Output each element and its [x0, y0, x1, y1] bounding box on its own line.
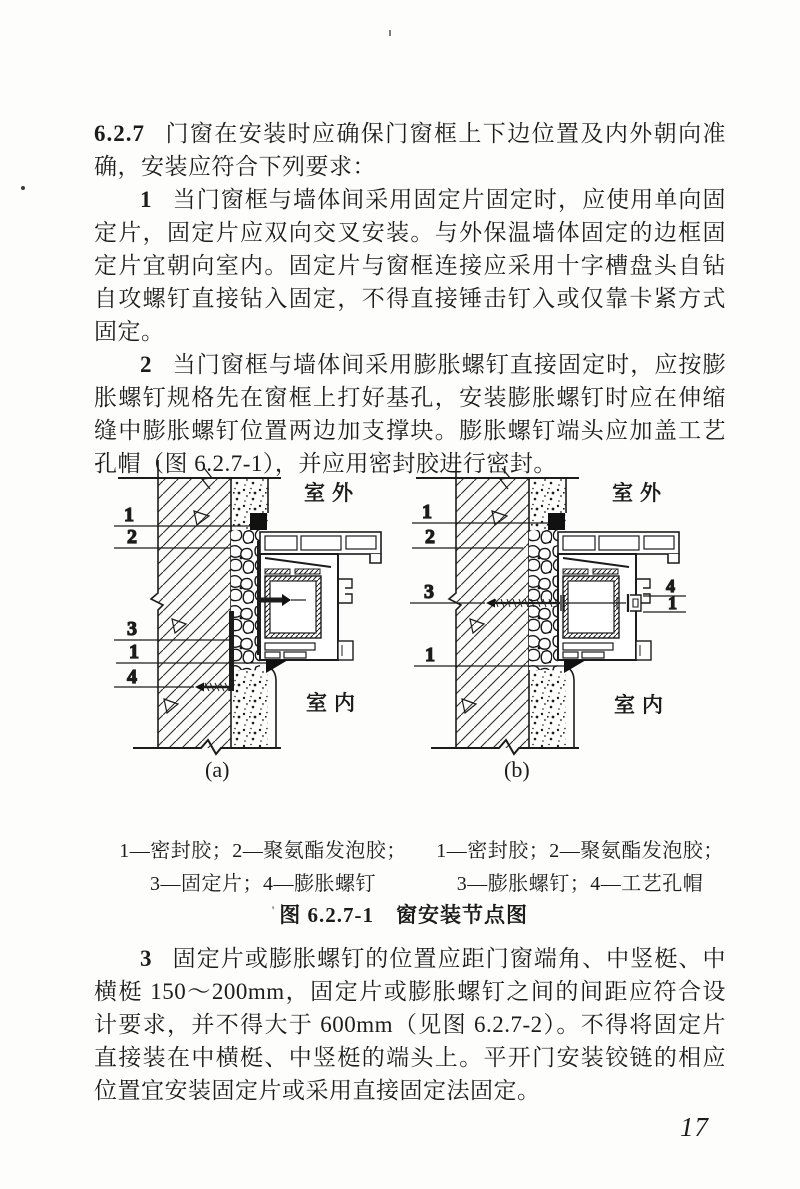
diagram-b-expansion-screw: [402, 455, 702, 815]
item-number: 3: [140, 946, 153, 971]
item-body: 当门窗框与墙体间采用固定片固定时，应使用单向固定片，固定片应双向交叉安装。与外保温墙体固定的边框固定片宜朝向室内。固定片与窗框连接应采用十字槽盘头自钻自攻螺钉直接钻入固定，不得直接锤击钉入或仅靠卡紧方式固定。: [94, 187, 726, 344]
legend-a: [108, 835, 418, 901]
outdoor-label: 室外: [304, 481, 360, 505]
legend-b: [425, 835, 735, 901]
legend-a-line2: 3—固定片；4—膨胀螺钉: [150, 873, 376, 895]
callout-3: 3: [127, 618, 137, 640]
callout-1: 1: [422, 501, 432, 523]
scan-artifact: [389, 30, 391, 36]
legend-a-line1: 1—密封胶；2—聚氨酯发泡胶；: [119, 840, 407, 862]
indoor-label: 室内: [614, 693, 670, 717]
legend-b-line1: 1—密封胶；2—聚氨酯发泡胶；: [436, 840, 724, 862]
clause-item-1: [94, 183, 726, 348]
item-body: 当门窗框与墙体间采用膨胀螺钉直接固定时，应按膨胀螺钉规格先在窗框上打好基孔，安装膨胀螺钉时应在伸缩缝中膨胀螺钉位置两边加支撑块。膨胀螺钉端头应加盖工艺孔帽（图 6.2.7-1），并应用密封胶进行密封。: [94, 352, 726, 476]
indoor-label: 室内: [306, 691, 362, 715]
page-number: 17: [680, 1112, 709, 1142]
item-body: 固定片或膨胀螺钉的位置应距门窗端角、中竖梃、中横梃 150～200mm，固定片或膨胀螺钉之间的间距应符合设计要求，并不得大于 600mm（见图 6.2.7-2）。不得将固定片直接装在中横梃、中竖梃的端头上。平开门安装铰链的相应位置宜安装固定片或采用直接固定法固定。: [94, 946, 726, 1103]
scan-mark: ': [272, 903, 276, 917]
callout-1b: 1: [425, 644, 435, 666]
figure-caption: [80, 899, 720, 929]
callout-2: 2: [425, 526, 435, 548]
clause-text-block-2: [94, 942, 726, 1107]
clause-6-2-7: [94, 117, 726, 183]
scan-artifact: [21, 186, 25, 190]
diagram-a-fixing-plate: [98, 455, 398, 815]
clause-item-3: [94, 942, 726, 1107]
callout-1c: 1: [668, 593, 677, 613]
subfigure-b-caption: (b): [504, 757, 530, 782]
legend-b-line2: 3—膨胀螺钉；4—工艺孔帽: [456, 873, 704, 895]
subfigure-a-caption: (a): [205, 757, 230, 782]
clause-body: 门窗在安装时应确保门窗框上下边位置及内外朝向准确，安装应符合下列要求：: [94, 121, 726, 179]
outdoor-label: 室外: [612, 481, 668, 505]
item-number: 2: [140, 352, 153, 377]
callout-4: 4: [666, 576, 675, 596]
clause-text-block: [94, 117, 726, 480]
figure-caption-text: 图 6.2.7-1 窗安装节点图: [279, 903, 528, 927]
clause-number: 6.2.7: [94, 121, 145, 146]
item-number: 1: [140, 187, 153, 212]
callout-1b: 1: [129, 641, 139, 663]
figure-6-2-7-1: [0, 455, 800, 815]
callout-4: 4: [127, 666, 137, 688]
figure-legends: [0, 835, 800, 901]
callout-1: 1: [124, 504, 134, 526]
callout-3: 3: [424, 581, 434, 603]
callout-2: 2: [127, 526, 137, 548]
